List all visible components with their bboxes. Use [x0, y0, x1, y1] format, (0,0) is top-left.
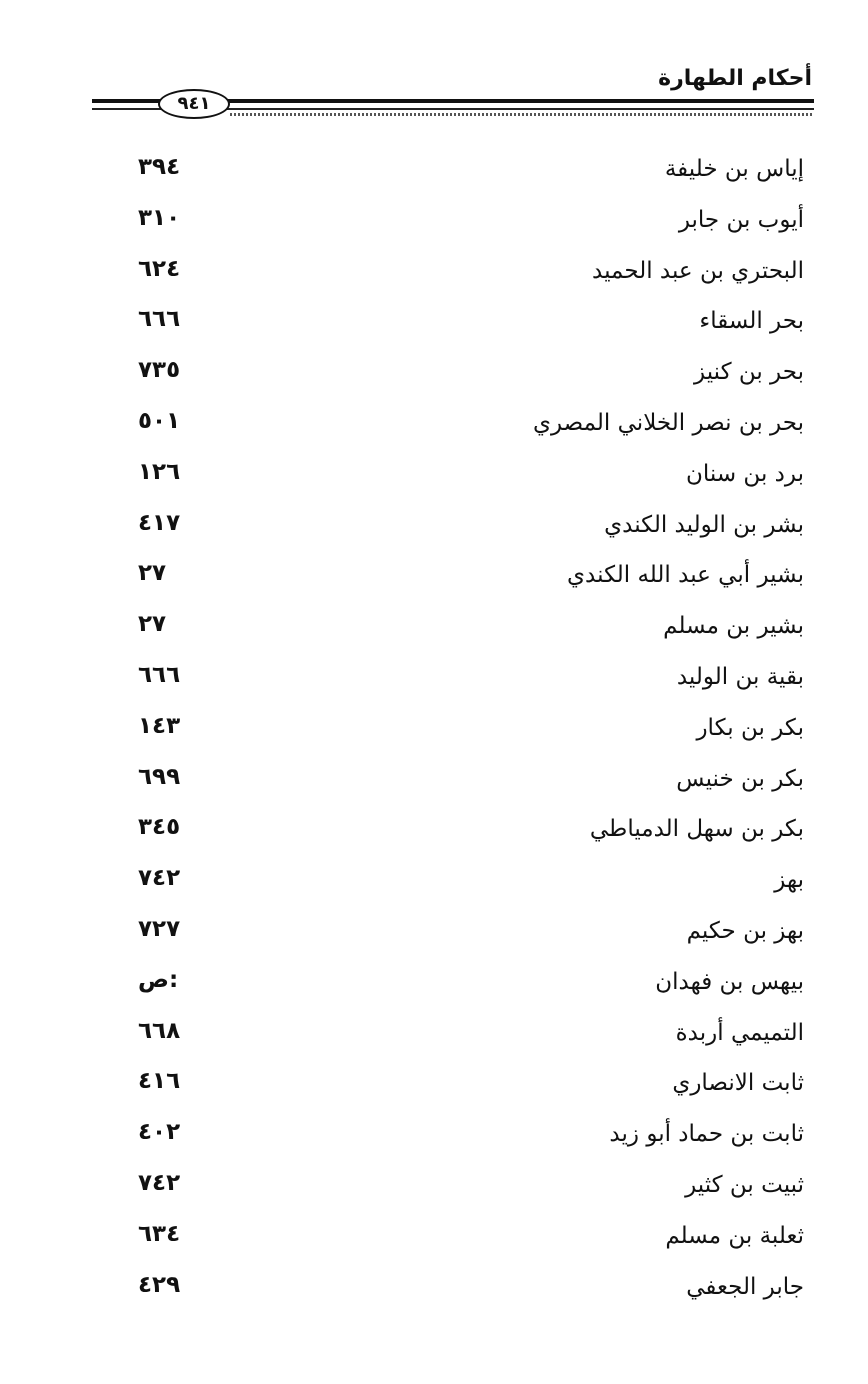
entry-page-number: ٦٦٦	[138, 661, 181, 688]
entry-name: بهز بن حكيم	[686, 917, 804, 944]
entry-page-number: ٦٦٦	[138, 306, 181, 333]
entry-page-number: ١٤٣	[138, 712, 181, 739]
entry-name: بشر بن الوليد الكندي	[604, 511, 804, 538]
index-entry	[0, 709, 868, 760]
index-entry	[0, 353, 868, 404]
entry-page-number: ٧٢٧	[138, 915, 181, 942]
entry-page-number: ٦٣٤	[138, 1220, 181, 1247]
entry-page-number: ٧٣٥	[138, 357, 181, 384]
book-title: أحكام الطهارة	[658, 66, 812, 91]
entry-page-number: ٣٤٥	[138, 814, 181, 841]
entry-name: ثعلبة بن مسلم	[665, 1222, 804, 1249]
index-entry	[0, 404, 868, 455]
entry-page-number: ٤٠٢	[138, 1119, 181, 1146]
index-entry	[0, 1166, 868, 1217]
entry-page-number: ١٢٦	[138, 458, 181, 485]
entry-name: التميمي أربدة	[675, 1019, 804, 1046]
index-entry	[0, 150, 868, 201]
entry-name: بحر بن كنيز	[694, 359, 804, 386]
entry-name: أيوب بن جابر	[678, 206, 804, 233]
index-entry	[0, 455, 868, 506]
entry-page-number: ٤٢٩	[138, 1271, 181, 1298]
entry-name: بشير أبي عبد الله الكندي	[567, 562, 804, 589]
index-entry	[0, 302, 868, 353]
entry-page-number: ٦٩٩	[138, 763, 181, 790]
entry-name: ثابت الانصاري	[672, 1070, 804, 1097]
entry-name: بكر بن سهل الدمياطي	[589, 816, 804, 843]
page-header	[0, 0, 868, 130]
entry-page-number: ٢٧	[138, 611, 167, 638]
entry-name: بحر السقاء	[699, 308, 804, 335]
name-index-list	[0, 150, 868, 1318]
entry-page-number: ٤١٦	[138, 1068, 181, 1095]
index-entry	[0, 1217, 868, 1268]
index-entry	[0, 658, 868, 709]
entry-page-number: ٤١٧	[138, 509, 181, 536]
index-entry	[0, 912, 868, 963]
entry-name: ثابت بن حماد أبو زيد	[609, 1121, 804, 1148]
index-entry	[0, 861, 868, 912]
entry-page-number: ٢٧	[138, 560, 167, 587]
entry-name: بحر بن نصر الخلاني المصري	[532, 409, 804, 436]
index-entry	[0, 506, 868, 557]
entry-name: بهز	[774, 867, 804, 894]
entry-name: برد بن سنان	[686, 460, 804, 487]
entry-page-number: ٣٩٤	[138, 154, 181, 180]
entry-page-number: ص:	[138, 966, 179, 993]
entry-name: بكر بن بكار	[696, 714, 804, 741]
entry-name: ثبيت بن كثير	[685, 1171, 804, 1198]
index-entry	[0, 1014, 868, 1065]
entry-name: بيهس بن فهدان	[655, 968, 804, 995]
entry-name: جابر الجعفي	[686, 1273, 804, 1300]
index-entry	[0, 1268, 868, 1319]
entry-name: إياس بن خليفة	[664, 156, 804, 182]
index-entry	[0, 201, 868, 252]
entry-name: البحتري بن عبد الحميد	[592, 257, 804, 284]
index-entry	[0, 607, 868, 658]
index-entry	[0, 1064, 868, 1115]
index-entry	[0, 810, 868, 861]
entry-name: بقية بن الوليد	[676, 663, 804, 690]
entry-name: بكر بن خنيس	[676, 765, 804, 792]
entry-page-number: ٧٤٢	[138, 1169, 181, 1196]
entry-page-number: ٥٠١	[138, 407, 181, 434]
index-entry	[0, 556, 868, 607]
index-entry	[0, 963, 868, 1014]
header-rule-dotted	[230, 113, 814, 116]
entry-page-number: ٦٢٤	[138, 255, 181, 282]
entry-page-number: ٣١٠	[138, 204, 181, 231]
index-entry	[0, 760, 868, 811]
page-number: ٩٤١	[158, 89, 230, 119]
index-entry	[0, 1115, 868, 1166]
entry-page-number: ٦٦٨	[138, 1017, 181, 1044]
entry-name: بشير بن مسلم	[663, 613, 804, 640]
entry-page-number: ٧٤٢	[138, 865, 181, 892]
index-entry	[0, 252, 868, 303]
